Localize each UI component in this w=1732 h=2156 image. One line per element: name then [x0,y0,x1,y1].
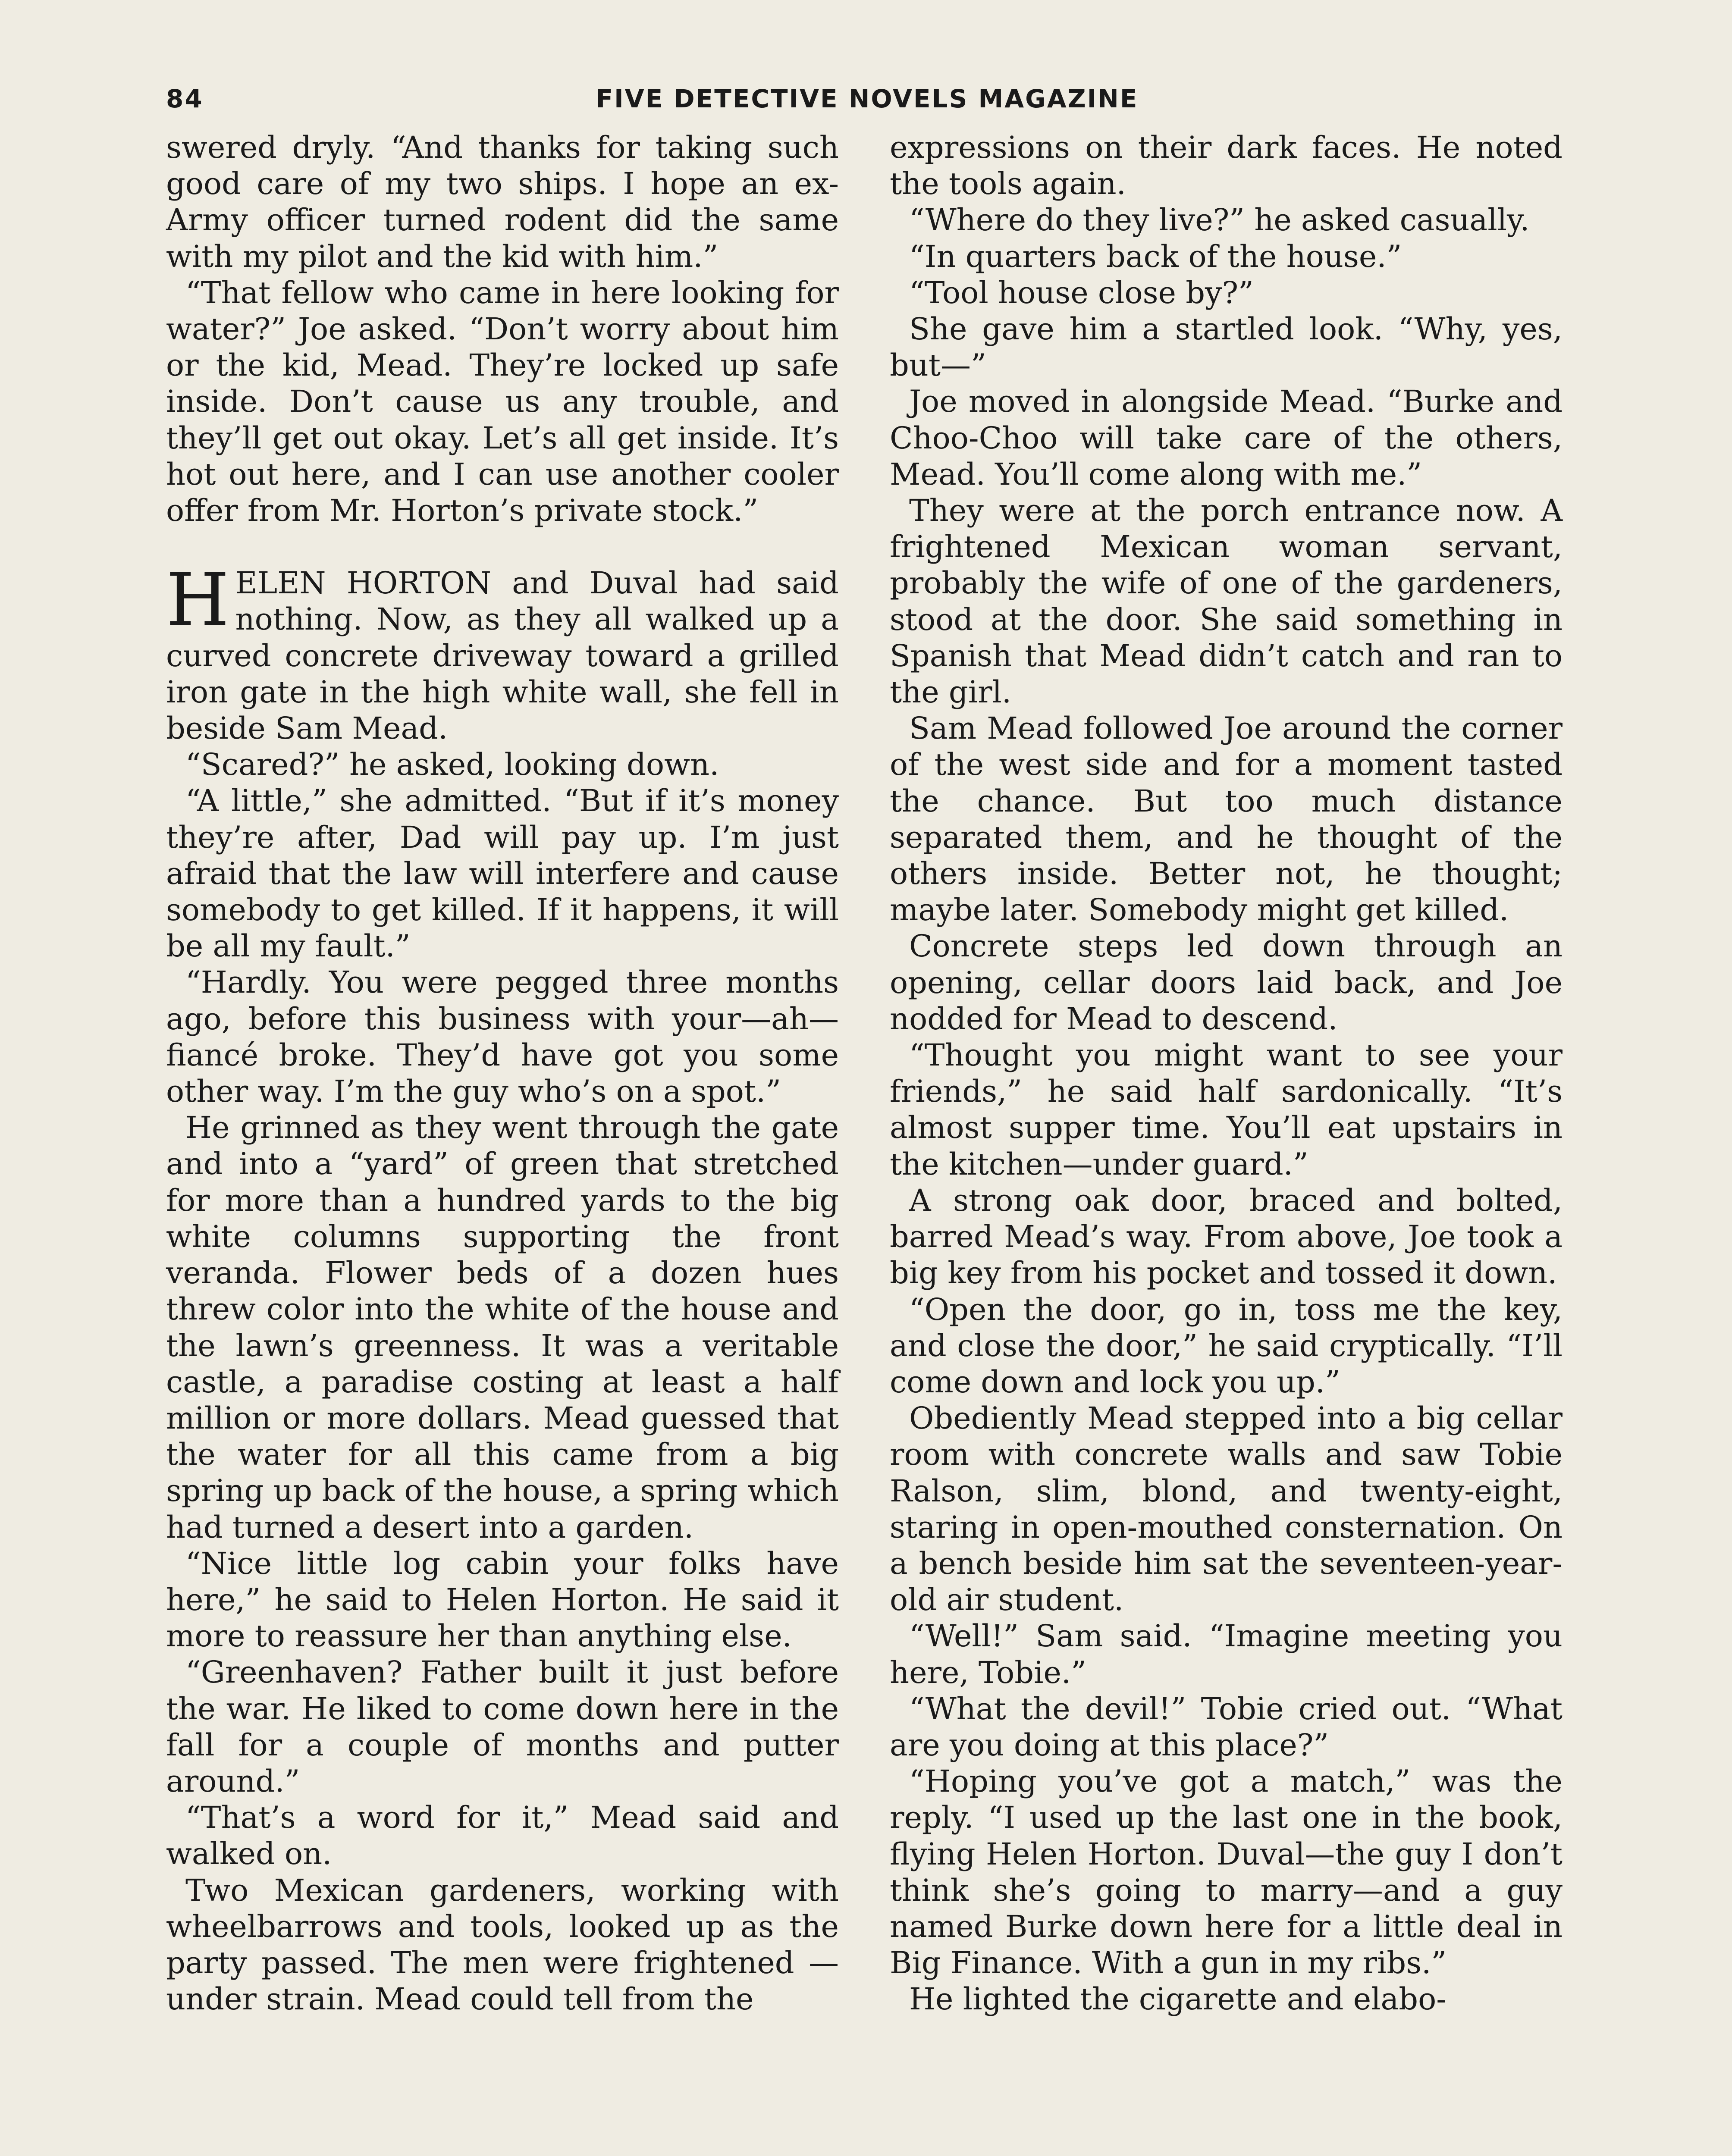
paragraph: “Thought you might want to see your friends,” he said half sardonically. “It’s almost supper time. You’ll eat upstairs in the kitchen—under guard.” [890,1037,1563,1182]
paragraph: “Open the door, go in, toss me the key, and close the door,” he said cryptically. “I’ll come down and lock you up.” [890,1291,1563,1400]
page-header [166,84,1568,123]
right-column [890,129,1563,2018]
paragraph: “A little,” she admitted. “But if it’s money they’re after, Dad will pay up. I’m just afraid that the law will interfere and cause somebody to get killed. If it happens, it will be all my fault.” [166,783,839,964]
section-start-paragraph [166,558,839,746]
left-column [166,129,839,2017]
paragraph: “That’s a word for it,” Mead said and walked on. [166,1800,839,1872]
paragraph: “Hoping you’ve got a match,” was the reply. “I used up the last one in the book, flying Helen Horton. Duval—the guy I don’t think she’s going to marry—and a guy named Burke down here for a little deal in Big Finance. With a gun in my ribs.” [890,1764,1563,1981]
paragraph: “What the devil!” Tobie cried out. “What are you doing at this place?” [890,1691,1563,1763]
paragraph: Joe moved in alongside Mead. “Burke and Choo-Choo will take care of the others, Mead. You’ll come along with me.” [890,384,1563,492]
paragraph: expressions on their dark faces. He noted the tools again. [890,130,1563,202]
paragraph: “Greenhaven? Father built it just before the war. He liked to come down here in the fall for a couple of months and putter around.” [166,1655,839,1799]
drop-cap: H [166,558,229,642]
paragraph: “Scared?” he asked, looking down. [185,747,719,783]
paragraph: “Tool house close by?” [909,275,1254,310]
paragraph: “Where do they live?” he asked casually. [909,202,1530,238]
paragraph: swered dryly. “And thanks for taking such good care of my two ships. I hope an ex-Army officer turned rodent did the same with my pilot and the kid with him.” [166,130,839,274]
paragraph: Sam Mead followed Joe around the corner of the west side and for a moment tasted the chance. But too much distance separated them, and he thought of the others inside. Better not, he thought; maybe later. Somebody might get killed. [890,711,1563,928]
magazine-title: FIVE DETECTIVE NOVELS MAGAZINE [596,84,1139,113]
paragraph: “Well!” Sam said. “Imagine meeting you here, Tobie.” [890,1618,1563,1690]
paragraph: They were at the porch entrance now. A frightened Mexican woman servant, probably the wife of one of the gardeners, stood at the door. She said something in Spanish that Mead didn’t catch and ran to the girl. [890,493,1563,710]
paragraph-text: ELEN HORTON and Duval had said nothing. Now, as they all walked up a curved concrete driveway toward a grilled iron gate in the high white wall, she fell in beside Sam Mead. [166,565,839,746]
paragraph: Two Mexican gardeners, working with wheelbarrows and tools, looked up as the party passed. The men were frightened —under strain. Mead could tell from the [166,1872,839,2017]
paragraph: Concrete steps led down through an opening, cellar doors laid back, and Joe nodded for Mead to descend. [890,928,1563,1037]
paragraph: “Hardly. You were pegged three months ago, before this business with your—ah—fiancé broke. They’d have got you some other way. I’m the guy who’s on a spot.” [166,965,839,1109]
paragraph: “In quarters back of the house.” [909,238,1402,274]
paragraph: “That fellow who came in here looking for water?” Joe asked. “Don’t worry about him or the kid, Mead. They’re locked up safe inside. Don’t cause us any trouble, and they’ll get out okay. Let’s all get inside. It’s hot out here, and I can use another cooler offer from Mr. Horton’s private stock.” [166,275,839,529]
paragraph: Obediently Mead stepped into a big cellar room with concrete walls and saw Tobie Ralson, slim, blond, and twenty-eight, staring in open-mouthed consternation. On a bench beside him sat the seventeen-year-old air student. [890,1401,1563,1618]
paragraph: She gave him a startled look. “Why, yes, but—” [890,311,1563,383]
paragraph: “Nice little log cabin your folks have here,” he said to Helen Horton. He said it more to reassure her than anything else. [166,1545,839,1654]
page-number: 84 [166,84,204,113]
paragraph: A strong oak door, braced and bolted, barred Mead’s way. From above, Joe took a big key from his pocket and tossed it down. [890,1182,1563,1291]
paragraph: He lighted the cigarette and elabo- [909,1981,1446,2017]
paragraph: He grinned as they went through the gate and into a “yard” of green that stretched for more than a hundred yards to the big white columns supporting the front veranda. Flower beds of a dozen hues threw color into the white of the house and the lawn’s greenness. It was a veritable castle, a paradise costing at least a half million or more dollars. Mead guessed that the water for all this came from a big spring up back of the house, a spring which had turned a desert into a garden. [166,1110,839,1545]
